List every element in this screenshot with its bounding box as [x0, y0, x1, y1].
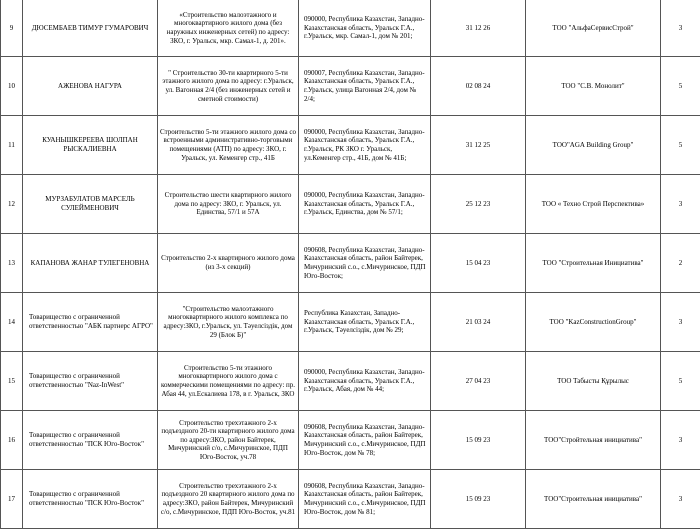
row-number: 14 — [1, 293, 23, 352]
category-value: 5 — [661, 352, 700, 411]
table-row — [1, 411, 700, 470]
table-row — [1, 116, 700, 175]
category-value: 5 — [661, 57, 700, 116]
table-row — [1, 470, 700, 529]
applicant-name: КАПАНОВА ЖАНАР ТУЛЕГЕНОВНА — [23, 234, 158, 293]
object-description: "Строительство малоэтажного многоквартирного жилого комплекса по адресу:ЗКО, г.Уральск, ул. Тәуелсіздік, дом 29 (Блок Б)" — [158, 293, 299, 352]
object-address: 090000, Республика Казахстан, Западно-Казахстанская область, Уральск Г.А., г.Уральск, Абая, дом № 44; — [299, 352, 431, 411]
object-description: Строительство 5-ти этажного многоквартирного жилого дома с коммерческими помещениями по адресу: пр. Абая 44, ул.Ескалиева 178, в г. Уральск, ЗКО — [158, 352, 299, 411]
row-number: 10 — [1, 57, 23, 116]
category-value: 3 — [661, 411, 700, 470]
category-value: 5 — [661, 116, 700, 175]
table-row — [1, 57, 700, 116]
applicant-name: ДЮСЕМБАЕВ ТИМУР ГУМАРОВИЧ — [23, 0, 158, 57]
date-value: 15 04 23 — [431, 234, 526, 293]
object-description: Строительство трехэтажного 2-х подъездного 20 квартирного жилого дома по адресу:ЗКО, район Байтерек, Мичуринский с/о, с.Мичуринское, ПДП Юго-Восток, уч.81 — [158, 470, 299, 529]
table-row — [1, 175, 700, 234]
applicant-name: Товарищество с ограниченной ответственностью "АБК партнерс АГРО" — [23, 293, 158, 352]
object-description: Строительство трехэтажного 2-х подъездного 20-ти квартирного жилого дома по адресу:ЗКО, район Байтерек, Мичуринский с/о, с.Мичуринское, ПДП Юго-Восток, уч.78 — [158, 411, 299, 470]
object-address: 090007, Республика Казахстан, Западно-Казахстанская область, Уральск Г.А., г.Уральск, улица Вагонная 2/4, дом № 2/4; — [299, 57, 431, 116]
contractor-company: ТОО "АльфаСервисСтрой" — [526, 0, 661, 57]
table-row — [1, 234, 700, 293]
date-value: 21 03 24 — [431, 293, 526, 352]
date-value: 25 12 23 — [431, 175, 526, 234]
contractor-company: ТОО"AGA Building Group" — [526, 116, 661, 175]
row-number: 11 — [1, 116, 23, 175]
date-value: 27 04 23 — [431, 352, 526, 411]
object-description: Строительство шести квартирного жилого дома по адресу: ЗКО, г. Уральск, ул. Единства, 57/1 и 57А — [158, 175, 299, 234]
category-value: 3 — [661, 0, 700, 57]
object-description: «Строительство малоэтажного и многоквартирного жилого дома (без наружных инженерных сетей) по адресу: ЗКО, г. Уральск, мкр. Самал-1, д. 201». — [158, 0, 299, 57]
object-address: 090000, Республика Казахстан, Западно-Казахстанская область, Уральск Г.А., г.Уральск, Единства, дом № 57/1; — [299, 175, 431, 234]
contractor-company: ТОО"Стройтельная инициатива" — [526, 411, 661, 470]
date-value: 02 08 24 — [431, 57, 526, 116]
row-number: 16 — [1, 411, 23, 470]
date-value: 15 09 23 — [431, 411, 526, 470]
row-number: 13 — [1, 234, 23, 293]
applicant-name: Товарищество с ограниченной ответственностью "ПСК Юго-Восток" — [23, 411, 158, 470]
object-description: " Строительство 30-ти квартирного 5-ти этажного жилого дома по адресу: г.Уральск, ул. Вагонная 2/4 (без инженерных сетей и сметной стоимости) — [158, 57, 299, 116]
contractor-company: ТОО Табысты Құрылыс — [526, 352, 661, 411]
contractor-company: ТОО « Техно Строй Перспектива» — [526, 175, 661, 234]
row-number: 17 — [1, 470, 23, 529]
row-number: 12 — [1, 175, 23, 234]
object-address: 090000, Республика Казахстан, Западно-Казахстанская область, Уральск Г.А., г.Уральск, РК ЗКО г. Уральск, ул.Кеменгер стр., 41Б, дом № 41Б; — [299, 116, 431, 175]
object-address: Республика Казахстан, Западно-Казахстанская область, Уральск Г.А., г.Уральск, Тәуелсіздік, дом № 29; — [299, 293, 431, 352]
category-value: 3 — [661, 175, 700, 234]
applicant-name: КУАНЫШКЕРЕЕВА ШОЛПАН РЫСКАЛИЕВНА — [23, 116, 158, 175]
object-address: 090000, Республика Казахстан, Западно-Казахстанская область, Уральск Г.А., г.Уральск, мкр. Самал-1, дом № 201; — [299, 0, 431, 57]
object-address: 090608, Республика Казахстан, Западно-Казахстанская область, район Байтерек, Мичуринский с.о., с.Мичуринское, ПДП Юго-Восток, дом № 78; — [299, 411, 431, 470]
object-description: Строительство 5-ти этажного жилого дома со встроенными административно-торговыми помещениями (АТП) по адресу: ЗКО, г. Уральск, ул. Кеменгер стр., 41Б — [158, 116, 299, 175]
contractor-company: ТОО "KazConstructionGroup" — [526, 293, 661, 352]
row-number: 9 — [1, 0, 23, 57]
contractor-company: ТОО"Строительная инициатива" — [526, 470, 661, 529]
table-row — [1, 0, 700, 57]
row-number: 15 — [1, 352, 23, 411]
date-value: 31 12 25 — [431, 116, 526, 175]
object-description: Строительство 2-х квартирного жилого дома (из 3-х секций) — [158, 234, 299, 293]
contractor-company: ТОО "Строительная Инициатива" — [526, 234, 661, 293]
applicant-name: Товарищество с ограниченной ответственностью "Naz-InWest" — [23, 352, 158, 411]
category-value: 3 — [661, 293, 700, 352]
applicant-name: МУРЗАБУЛАТОВ МАРСЕЛЬ СУЛЕЙМЕНОВИЧ — [23, 175, 158, 234]
category-value: 2 — [661, 234, 700, 293]
date-value: 31 12 26 — [431, 0, 526, 57]
contractor-company: ТОО "С.В. Монолит" — [526, 57, 661, 116]
table-row — [1, 352, 700, 411]
object-address: 090608, Республика Казахстан, Западно-Казахстанская область, район Байтерек, Мичуринский с.о., с.Мичуринское, ПДП Юго-Восток, дом № 81; — [299, 470, 431, 529]
applicant-name: АЖЕНОВА НАГУРА — [23, 57, 158, 116]
date-value: 15 09 23 — [431, 470, 526, 529]
applicant-name: Товарищество с ограниченной ответственностью "ПСК Юго-Восток" — [23, 470, 158, 529]
table-row — [1, 293, 700, 352]
register-table-body — [1, 0, 700, 529]
category-value: 3 — [661, 470, 700, 529]
object-address: 090608, Республика Казахстан, Западно-Казахстанская область, район Байтерек, Мичуринский с.о., с.Мичуринское, ПДП Юго-Восток; — [299, 234, 431, 293]
